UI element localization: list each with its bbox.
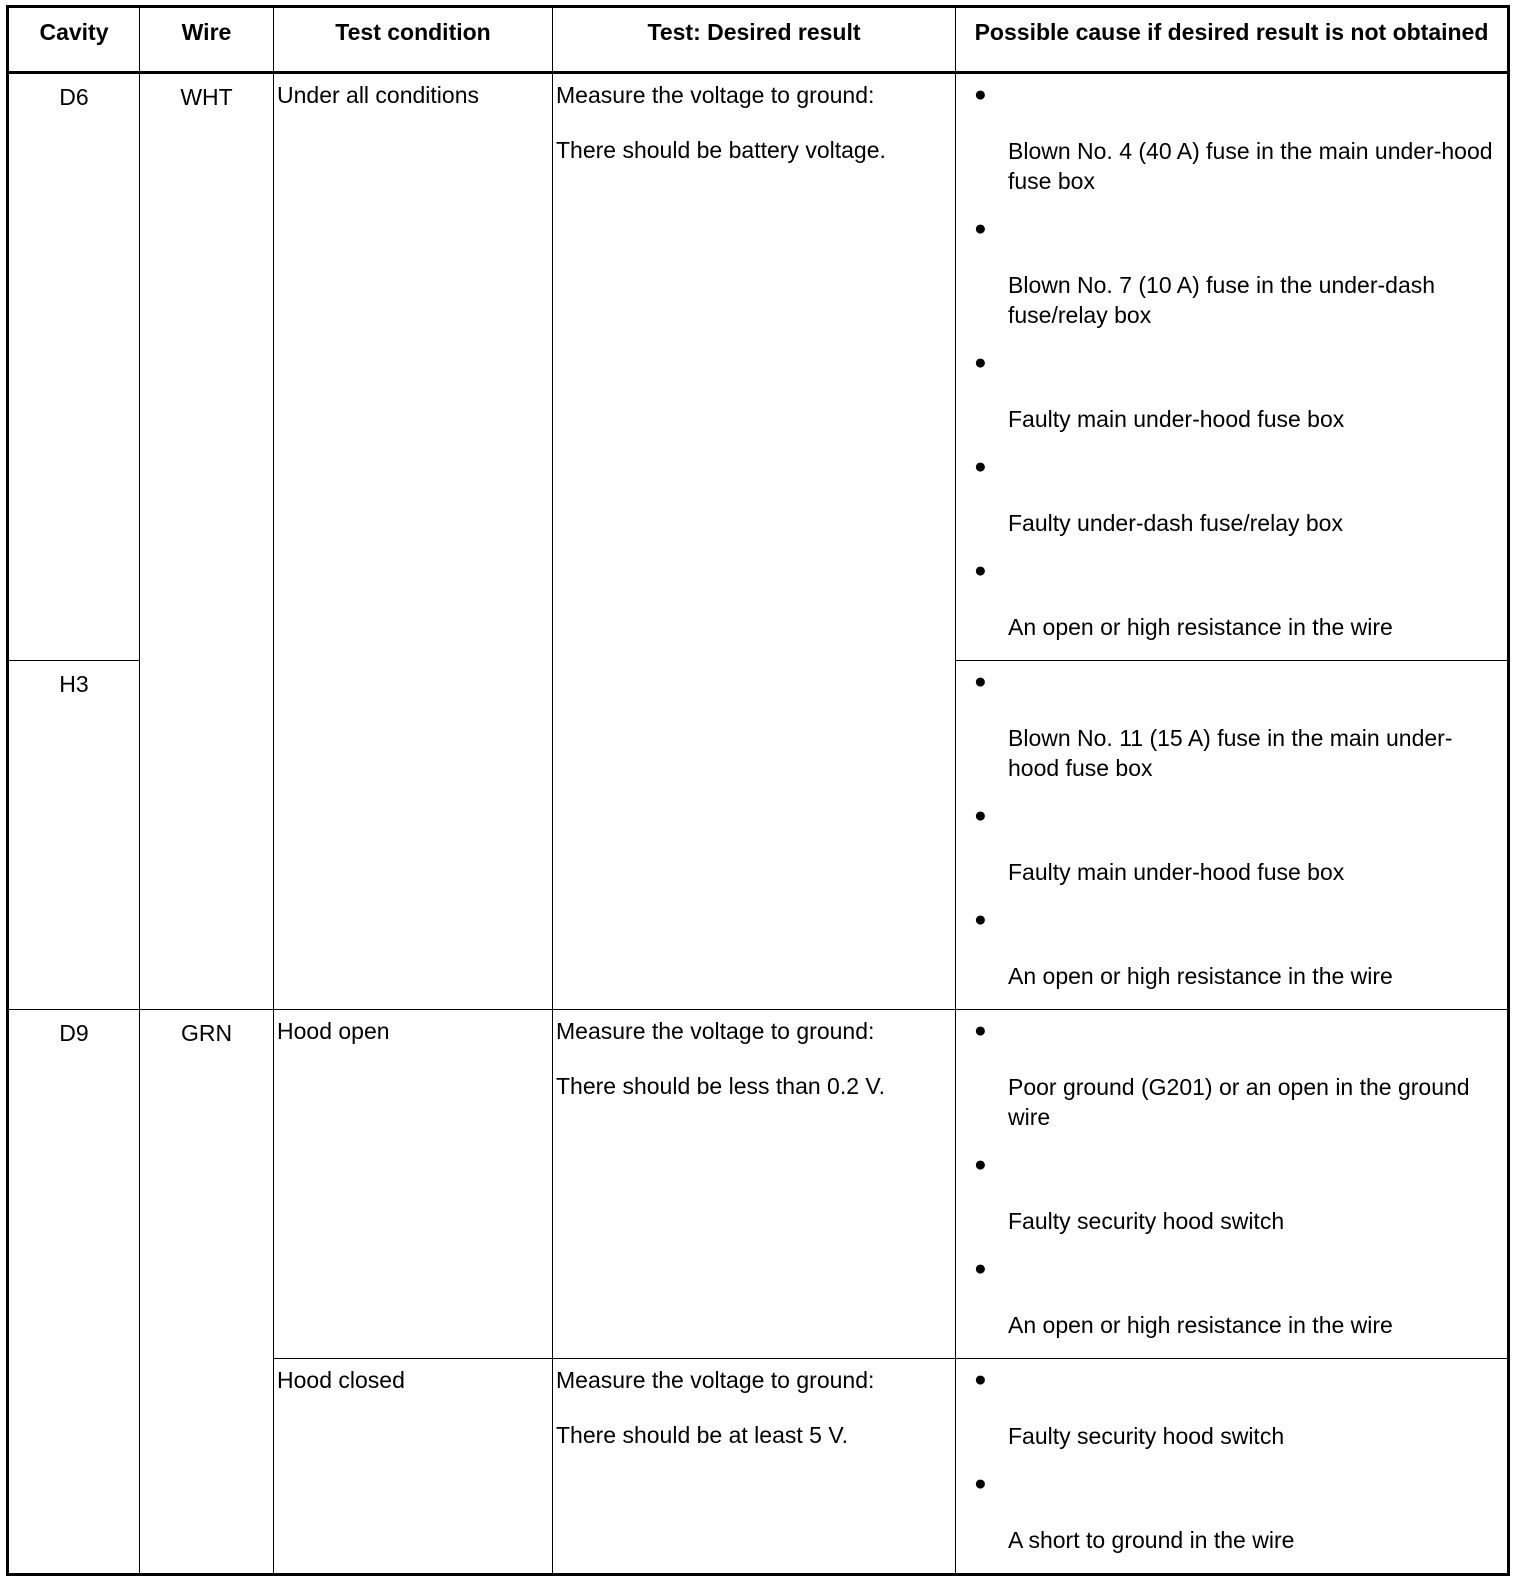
condition-cell: Hood open [274,1010,553,1359]
header-test-condition: Test condition [274,7,553,73]
bullet-icon: ● [974,351,987,374]
desired-result-line: Measure the voltage to ground: [556,82,875,108]
causes-cell [956,1010,1509,1359]
causes-cell [956,661,1509,1010]
desired-result-line: Measure the voltage to ground: [556,1367,875,1393]
table-row-d6 [8,73,1509,661]
cause-text: Faulty security hood switch [1008,1208,1285,1234]
bullet-icon: ● [974,455,987,478]
cause-item [956,1016,1507,1132]
table-row-d9-hood-open [8,1010,1509,1359]
header-cavity: Cavity [8,7,140,73]
cause-item [956,214,1507,330]
cause-item [956,556,1507,642]
cavity-cell: D6 [8,73,140,661]
wire-cell: GRN [140,1010,274,1575]
bullet-icon: ● [974,908,987,931]
bullet-icon: ● [974,217,987,240]
cause-item [956,348,1507,434]
bullet-icon: ● [974,83,987,106]
bullet-icon: ● [974,1257,987,1280]
cause-item [956,1365,1507,1451]
desired-result-line: There should be battery voltage. [556,137,886,163]
cause-text: Blown No. 11 (15 A) fuse in the main under-hood fuse box [1008,725,1453,781]
cause-text: Faulty under-dash fuse/relay box [1008,510,1343,536]
header-row [8,7,1509,73]
cause-text: Faulty main under-hood fuse box [1008,859,1345,885]
cause-text: Poor ground (G201) or an open in the ground wire [1008,1074,1470,1130]
condition-cell: Under all conditions [274,73,553,1010]
cause-text: An open or high resistance in the wire [1008,614,1393,640]
bullet-icon: ● [974,1368,987,1391]
cause-text: An open or high resistance in the wire [1008,963,1393,989]
bullet-icon: ● [974,670,987,693]
cavity-cell: D9 [8,1010,140,1575]
causes-cell [956,1359,1509,1575]
bullet-icon: ● [974,1153,987,1176]
desired-result-cell [553,73,956,1010]
desired-result-line: There should be at least 5 V. [556,1422,848,1448]
desired-result-line: Measure the voltage to ground: [556,1018,875,1044]
cause-text: Blown No. 7 (10 A) fuse in the under-dash fuse/relay box [1008,272,1436,328]
desired-result-cell [553,1359,956,1575]
header-wire: Wire [140,7,274,73]
causes-cell [956,73,1509,661]
cause-item [956,801,1507,887]
header-possible-cause: Possible cause if desired result is not obtained [956,7,1509,73]
connector-test-table [6,5,1510,1576]
cause-text: Faulty main under-hood fuse box [1008,406,1345,432]
bullet-icon: ● [974,804,987,827]
cause-text: An open or high resistance in the wire [1008,1312,1393,1338]
bullet-icon: ● [974,559,987,582]
cause-item [956,1254,1507,1340]
condition-cell: Hood closed [274,1359,553,1575]
cavity-cell: H3 [8,661,140,1010]
cause-text: A short to ground in the wire [1008,1527,1295,1553]
wire-cell: WHT [140,73,274,1010]
cause-text: Blown No. 4 (40 A) fuse in the main under-hood fuse box [1008,138,1493,194]
header-desired-result: Test: Desired result [553,7,956,73]
cause-item [956,1469,1507,1555]
desired-result-cell [553,1010,956,1359]
desired-result-line: There should be less than 0.2 V. [556,1073,886,1099]
cause-item [956,667,1507,783]
cause-item [956,1150,1507,1236]
cause-text: Faulty security hood switch [1008,1423,1285,1449]
bullet-icon: ● [974,1019,987,1042]
bullet-icon: ● [974,1472,987,1495]
cause-item [956,80,1507,196]
cause-item [956,452,1507,538]
cause-item [956,905,1507,991]
